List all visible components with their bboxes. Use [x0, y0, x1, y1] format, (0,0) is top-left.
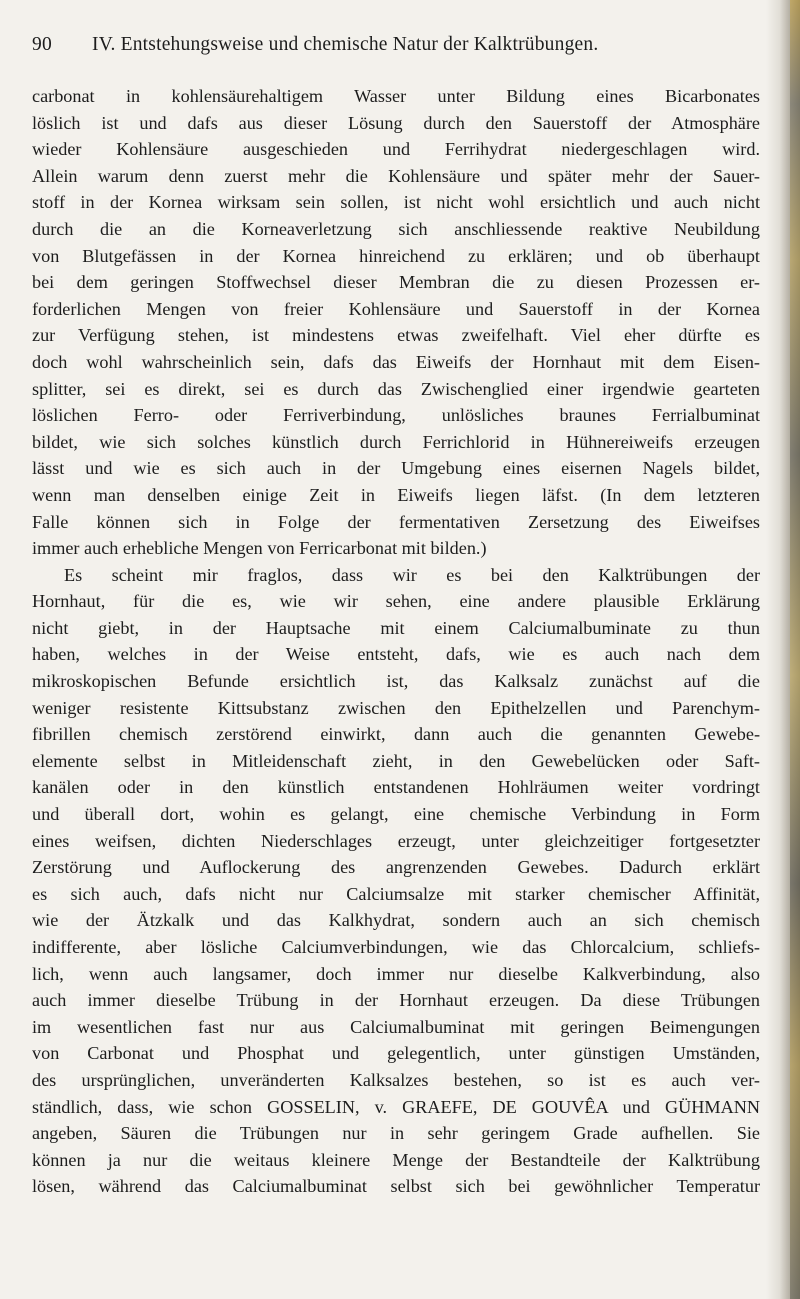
- text-line: carbonat in kohlensäurehaltigem Wasser unter Bildung eines Bicarbonates: [32, 86, 760, 106]
- text-line: durch die an die Korneaverletzung sich anschliessende reaktive Neubildung: [32, 218, 760, 239]
- text-line: von Carbonat und Phosphat und gelegentlich, unter günstigen Umständen,: [32, 1043, 760, 1064]
- text-line: Es scheint mir fraglos, dass wir es bei den Kalktrübungen der: [64, 564, 760, 585]
- text-line: eines weifsen, dichten Niederschlages erzeugt, unter gleichzeitiger fortgesetzter: [32, 830, 760, 851]
- text-line: zur Verfügung stehen, ist mindestens etwas zweifelhaft. Viel eher dürfte es: [32, 325, 760, 346]
- text-line: weniger resistente Kittsubstanz zwischen den Epithelzellen und Parenchym-: [32, 697, 760, 718]
- text-line: fibrillen chemisch zerstörend einwirkt, dann auch die genannten Gewebe-: [32, 724, 760, 745]
- text-line: bei dem geringen Stoffwechsel dieser Membran die zu diesen Prozessen er-: [32, 272, 760, 293]
- text-line: von Blutgefässen in der Kornea hinreichend zu erklären; und ob überhaupt: [32, 245, 760, 266]
- text-line: lösen, während das Calciumalbuminat selbst sich bei gewöhnlicher Temperatur: [32, 1176, 760, 1197]
- text-line: löslich ist und dafs aus dieser Lösung durch den Sauerstoff der Atmosphäre: [32, 112, 760, 133]
- text-line: immer auch erhebliche Mengen von Ferricarbonat mit bilden.): [32, 538, 487, 559]
- text-line: lässt und wie es sich auch in der Umgebung eines eisernen Nagels bildet,: [32, 458, 760, 479]
- text-line: Falle können sich in Folge der fermentativen Zersetzung des Eiweifses: [32, 511, 760, 532]
- text-line: bildet, wie sich solches künstlich durch Ferrichlorid in Hühnereiweifs erzeugen: [32, 431, 760, 452]
- text-line: indifferente, aber lösliche Calciumverbindungen, wie das Chlorcalcium, schliefs-: [32, 937, 760, 957]
- text-line: des ursprünglichen, unveränderten Kalksalzes bestehen, so ist es auch ver-: [32, 1069, 760, 1090]
- text-line: elemente selbst in Mitleidenschaft zieht, in den Gewebelücken oder Saft-: [32, 750, 760, 771]
- text-line: wenn man denselben einige Zeit in Eiweifs liegen läfst. (In dem letzteren: [32, 484, 760, 505]
- text-line: doch wohl wahrscheinlich sein, dafs das Eiweifs der Hornhaut mit dem Eisen-: [32, 351, 760, 372]
- text-line: wie der Ätzkalk und das Kalkhydrat, sondern auch an sich chemisch: [32, 910, 760, 931]
- text-line: mikroskopischen Befunde ersichtlich ist, das Kalksalz zunächst auf die: [32, 671, 760, 692]
- text-line: nicht giebt, in der Hauptsache mit einem Calciumalbuminate zu thun: [32, 617, 760, 638]
- body-text: [32, 83, 760, 1200]
- running-head: IV. Entstehungsweise und chemische Natur der Kalktrübungen.: [92, 34, 599, 55]
- text-line: ständlich, dass, wie schon GOSSELIN, v. GRAEFE, DE GOUVÊA und GÜHMANN: [32, 1096, 760, 1117]
- text-line: wieder Kohlensäure ausgeschieden und Ferrihydrat niedergeschlagen wird.: [32, 139, 760, 160]
- text-line: löslichen Ferro- oder Ferriverbindung, unlösliches braunes Ferrialbuminat: [32, 405, 760, 426]
- text-line: im wesentlichen fast nur aus Calciumalbuminat mit geringen Beimengungen: [32, 1016, 760, 1037]
- text-line: Allein warum denn zuerst mehr die Kohlensäure und später mehr der Sauer-: [32, 165, 760, 186]
- text-line: lich, wenn auch langsamer, doch immer nur dieselbe Kalkverbindung, also: [32, 963, 760, 984]
- text-line: haben, welches in der Weise entsteht, dafs, wie es auch nach dem: [32, 644, 760, 665]
- text-line: können ja nur die weitaus kleinere Menge der Bestandteile der Kalktrübung: [32, 1149, 760, 1170]
- text-line: splitter, sei es direkt, sei es durch das Zwischenglied einer irgendwie gearteten: [32, 378, 760, 399]
- text-line: kanälen oder in den künstlich entstandenen Hohlräumen weiter vordringt: [32, 777, 760, 798]
- page-edge-strip: [790, 0, 800, 1299]
- page-header: [32, 34, 752, 64]
- page-number: 90: [32, 34, 52, 55]
- text-line: angeben, Säuren die Trübungen nur in sehr geringem Grade aufhellen. Sie: [32, 1123, 760, 1144]
- text-line: es sich auch, dafs nicht nur Calciumsalze mit starker chemischer Affinität,: [32, 883, 760, 904]
- text-line: und überall dort, wohin es gelangt, eine chemische Verbindung in Form: [32, 804, 760, 825]
- text-line: Hornhaut, für die es, wie wir sehen, eine andere plausible Erklärung: [32, 591, 760, 612]
- text-line: auch immer dieselbe Trübung in der Hornhaut erzeugen. Da diese Trübungen: [32, 990, 760, 1011]
- text-line: stoff in der Kornea wirksam sein sollen, ist nicht wohl ersichtlich und auch nicht: [32, 192, 760, 213]
- text-line: forderlichen Mengen von freier Kohlensäure und Sauerstoff in der Kornea: [32, 298, 760, 319]
- text-line: Zerstörung und Auflockerung des angrenzenden Gewebes. Dadurch erklärt: [32, 857, 760, 878]
